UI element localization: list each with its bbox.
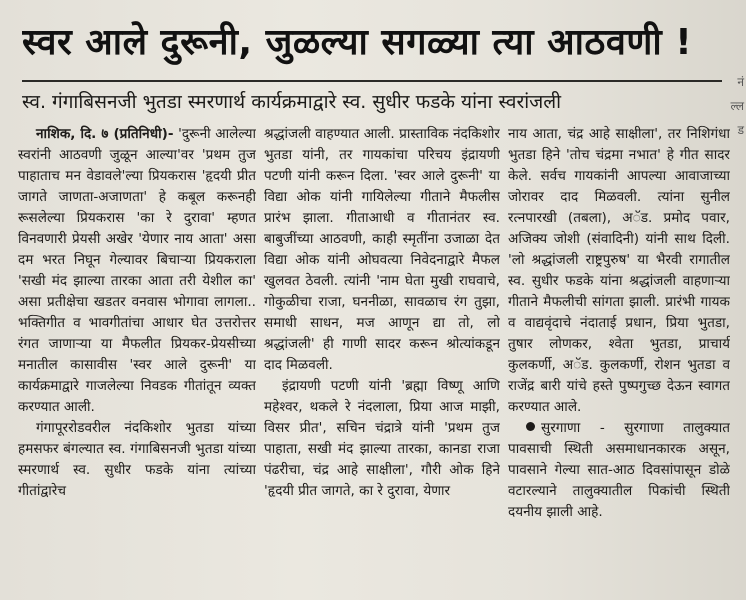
news-brief-lead: सुरगाणा — [541, 420, 581, 436]
column-1-paragraph — [18, 124, 256, 418]
column-2-paragraph-2: इंद्रायणी पटणी यांनी 'ब्रह्मा विष्णू आणि महेश्वर, थकले रे नंदलाला, प्रिया आज माझी, विसर प्रीत', सचिन चंद्रात्रे यांनी 'प्रथम तुज पाहाता, सखी मंद झाल्या तारका, कानडा राजा पंढरीचा, चंद्र आहे साक्षीला', गौरी ओक हिने 'हृदयी प्रीत जागते, का रे दुरावा, येणार — [264, 378, 500, 499]
column-1-paragraph-2: गंगापूररोडवरील नंदकिशोर भुतडा यांच्या हमसफर बंगल्यात स्व. गंगाबिसनजी भुतडा यांच्या स्मरणार्थ स्व. सुधीर फडके यांना त्यांच्या गीतांद्वारेच — [18, 420, 256, 499]
column-2-paragraph: श्रद्धांजली वाहण्यात आली. प्रास्ताविक नंदकिशोर भुतडा यांनी, तर गायकांचा परिचय इंद्रायणी पटणी यांनी करून दिला. 'स्वर आले दुरूनी' या विद्या ओक यांनी गायिलेल्या गीताने मैफलीस प्रारंभ झाला. गीताआधी व गीतानंतर स्व. बाबुजींच्या आठवणी, काही स्मृतींना उजाळा देत विद्या ओक यांनी ओघवत्या निवेदनाद्वारे मैफल खुलवत ठेवली. त्यांनी 'नाम घेता मुखी राघवाचे, गोकुळीचा राजा, घननीळा, सावळाच रंग तुझा, समाधी साधन, मज आणून द्या तो, लो श्रद्धांजली' ही गाणी सादर करून श्रोत्यांकडून दाद मिळवली. — [264, 126, 500, 373]
news-brief — [508, 418, 730, 523]
column-3-paragraph: नाय आता, चंद्र आहे साक्षीला', तर निशिगंधा भुतडा हिने 'तोच चंद्रमा नभात' हे गीत सादर केले. सर्वच गायकांनी आपल्या आवाजाच्या जोरावर दाद मिळवली. त्यांना सुनील रत्नपारखी (तबला), अॅड. प्रमोद पवार, अजिक्य जोशी (संवादिनी) यांनी साथ दिली. 'लो श्रद्धांजली राष्ट्रपुरुष' या भैरवी रागातील स्व. सुधीर फडके यांना श्रद्धांजली वाहणाऱ्या गीताने मैफलीची सांगता झाली. प्रारंभी गायक व वाद्यवृंदाचे नंदाताई प्रधान, प्रिया भुतडा, तुषार लोणकर, श्वेता भुतडा, प्राचार्य कुलकर्णी, अॅड. कुलकर्णी, रोशन भुतडा व राजेंद्र बारी यांचे हस्ते पुष्पगुच्छ देऊन स्वागत करण्यात आले. — [508, 126, 730, 415]
news-brief-body: - सुरगाणा तालुक्यात पावसाची स्थिती असमाधानकारक असून, पावसाने गेल्या सात-आठ दिवसांपासून डोळे वटारल्याने तालुक्यातील पिकांची स्थिती दयनीय झाली आहे. — [508, 420, 730, 520]
subheadline: स्व. गंगाबिसनजी भुतडा स्मरणार्थ कार्यक्रमाद्वारे स्व. सुधीर फडके यांना स्वरांजली — [22, 91, 562, 113]
edge-glyph: नं — [737, 75, 744, 89]
bullet-dot-icon — [526, 422, 535, 431]
edge-glyph: ल्ल — [730, 99, 744, 113]
article-column-2 — [264, 124, 500, 594]
edge-glyph: ड — [737, 123, 744, 137]
headline-rule — [22, 80, 722, 82]
dateline: नाशिक, दि. ७ (प्रतिनिधी)- — [36, 126, 174, 142]
column-1-body: 'दुरूनी आलेल्या स्वरांनी आठवणी जुळून आल्या'वर 'प्रथम तुज पाहाताच मन वेडावले'ल्या प्रियकरास 'हृदयी प्रीत जागते जाणता-अजाणता' हे कबूल करूनही रूसलेल्या प्रियकरास 'का रे दुरावा' म्हणत विनवणारी प्रेयसी अखेर 'येणार नाय आता' असा दम भरत निघून गेल्यावर बिचाऱ्या प्रियकराला 'सखी मंद झाल्या तारका आता तरी येशील का' असा प्रतीक्षेचा खडतर वनवास भोगावा लागला.. भक्तिगीत व भावगीतांचा आधार घेत उत्तरोत्तर रंगत जाणाऱ्या या मैफलीत प्रियकर-प्रेयसीच्या मनातील कासावीस 'स्वर आले दुरूनी' या कार्यक्रमाद्वारे गाजलेल्या निवडक गीतांतून व्यक्त करण्यात आली. — [18, 126, 256, 415]
article-column-1 — [18, 124, 256, 594]
adjacent-column-fragment — [730, 70, 744, 190]
headline: स्वर आले दुरूनी, जुळल्या सगळ्या त्या आठवणी ! — [22, 22, 693, 63]
article-column-3 — [508, 124, 730, 594]
